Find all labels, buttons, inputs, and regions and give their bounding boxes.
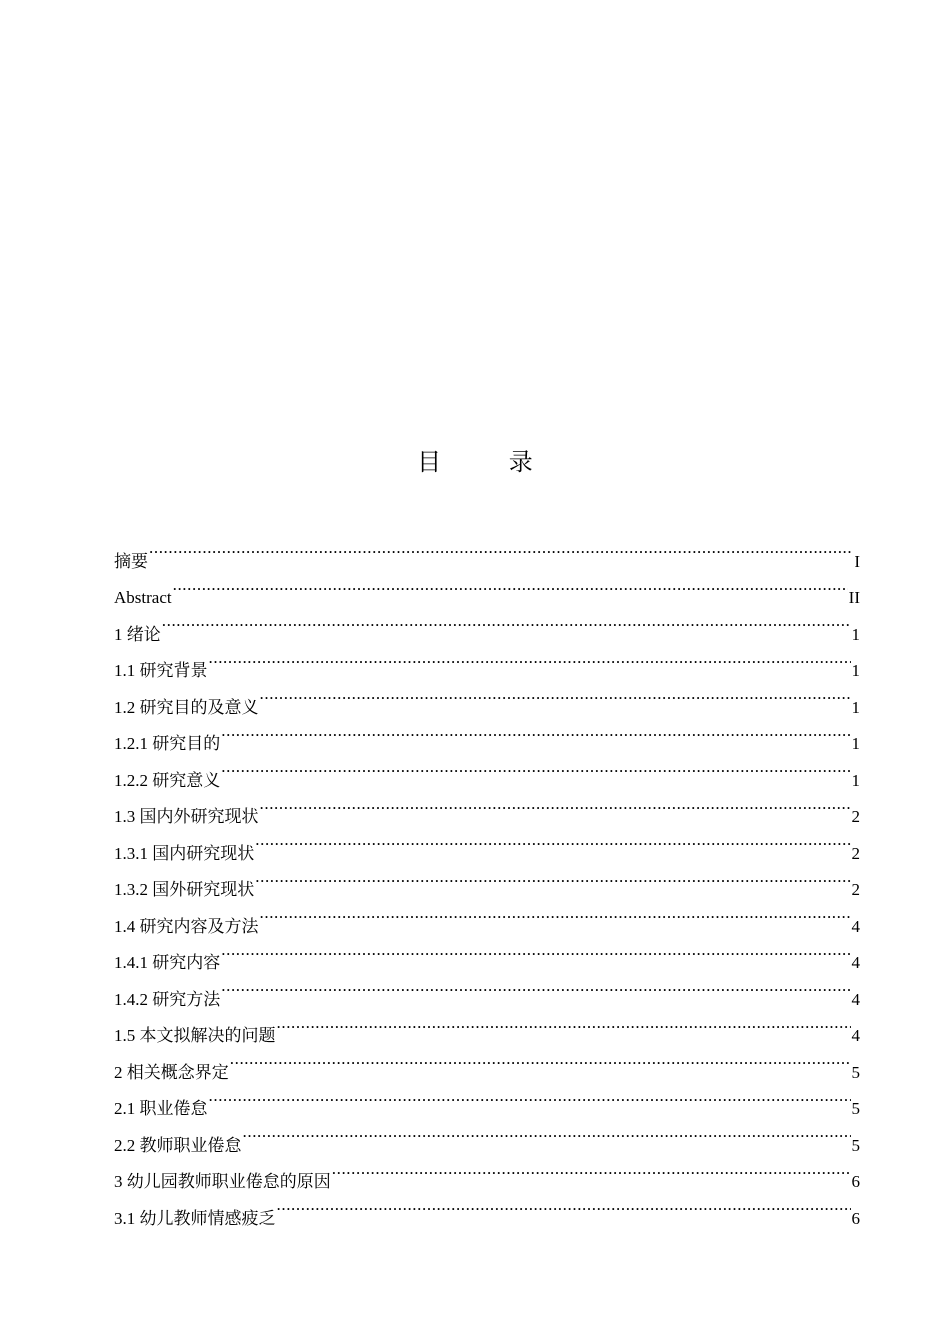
toc-leader-dots	[221, 713, 850, 750]
toc-leader-dots	[277, 1187, 851, 1224]
toc-entry-page: 1	[851, 697, 860, 717]
toc-entry-page: 2	[851, 807, 860, 826]
toc-entry-label: 摘要	[114, 551, 148, 571]
toc-entry-page: 2	[851, 880, 860, 899]
toc-entry[interactable]	[114, 530, 860, 571]
toc-leader-dots	[209, 640, 851, 677]
toc-entry-page: 4	[851, 989, 860, 1009]
toc-entry-label: 3 幼儿园教师职业倦怠的原因	[114, 1172, 331, 1191]
toc-entry-page: 5	[851, 1135, 860, 1155]
toc-entry[interactable]	[114, 603, 860, 644]
toc-entry-page: 4	[851, 916, 860, 936]
toc-entry-label: 1.3 国内外研究现状	[114, 807, 259, 826]
toc-entry-page: 5	[851, 1062, 860, 1082]
toc-entry-page: I	[854, 551, 860, 571]
toc-entry-page: 1	[851, 734, 860, 753]
toc-entry-page: 6	[851, 1208, 860, 1228]
toc-entry-label: 1.3.2 国外研究现状	[114, 880, 255, 899]
toc-entry[interactable]	[114, 640, 860, 680]
toc-leader-dots	[149, 530, 853, 567]
toc-entry-page: 2	[851, 843, 860, 863]
toc-entry-label: 1.1 研究背景	[114, 661, 208, 680]
toc-entry-page: 1	[851, 661, 860, 680]
toc-entry[interactable]	[114, 749, 860, 790]
toc-entry[interactable]	[114, 932, 860, 972]
toc-entry-label: 3.1 幼儿教师情感疲乏	[114, 1208, 276, 1228]
toc-leader-dots	[260, 676, 851, 713]
toc-leader-dots	[255, 859, 850, 896]
toc-entry-page: 1	[851, 624, 860, 644]
toc-entry-label: 1.3.1 国内研究现状	[114, 843, 255, 863]
toc-leader-dots	[162, 603, 851, 640]
toc-entry-label: 2.1 职业倦怠	[114, 1099, 208, 1118]
toc-entry-page: II	[848, 588, 860, 607]
toc-entry-label: 1.2 研究目的及意义	[114, 697, 259, 717]
toc-entry[interactable]	[114, 968, 860, 1009]
toc-entry[interactable]	[114, 1078, 860, 1118]
toc-title: 目 录	[417, 448, 563, 476]
toc-leader-dots	[221, 932, 850, 969]
toc-entry-label: 1.4.2 研究方法	[114, 989, 221, 1009]
toc-leader-dots	[260, 786, 851, 823]
toc-leader-dots	[221, 749, 850, 786]
toc-leader-dots	[230, 1041, 851, 1078]
toc-entry-page: 6	[851, 1172, 860, 1191]
toc-entry[interactable]	[114, 676, 860, 717]
toc-list	[114, 530, 860, 1228]
toc-entry-label: 1.2.1 研究目的	[114, 734, 221, 753]
toc-entry-label: 1.4 研究内容及方法	[114, 916, 259, 936]
toc-entry[interactable]	[114, 713, 860, 753]
toc-leader-dots	[277, 1005, 851, 1042]
toc-entry-label: 1.5 本文拟解决的问题	[114, 1026, 276, 1045]
toc-entry-page: 4	[851, 1026, 860, 1045]
toc-entry[interactable]	[114, 1005, 860, 1045]
toc-entry-label: 1.4.1 研究内容	[114, 953, 221, 972]
toc-entry-label: Abstract	[114, 588, 172, 607]
toc-leader-dots	[209, 1078, 851, 1115]
toc-entry-label: 2 相关概念界定	[114, 1062, 229, 1082]
toc-entry[interactable]	[114, 786, 860, 826]
toc-leader-dots	[173, 567, 848, 604]
toc-entry[interactable]	[114, 567, 860, 607]
toc-leader-dots	[221, 968, 850, 1005]
toc-entry[interactable]	[114, 1114, 860, 1155]
toc-leader-dots	[260, 895, 851, 932]
toc-entry-label: 2.2 教师职业倦怠	[114, 1135, 242, 1155]
toc-entry-page: 4	[851, 953, 860, 972]
toc-leader-dots	[332, 1151, 851, 1188]
toc-entry-label: 1 绪论	[114, 624, 161, 644]
toc-entry-label: 1.2.2 研究意义	[114, 770, 221, 790]
toc-leader-dots	[243, 1114, 851, 1151]
toc-entry-page: 5	[851, 1099, 860, 1118]
toc-leader-dots	[255, 822, 850, 859]
toc-entry-page: 1	[851, 770, 860, 790]
